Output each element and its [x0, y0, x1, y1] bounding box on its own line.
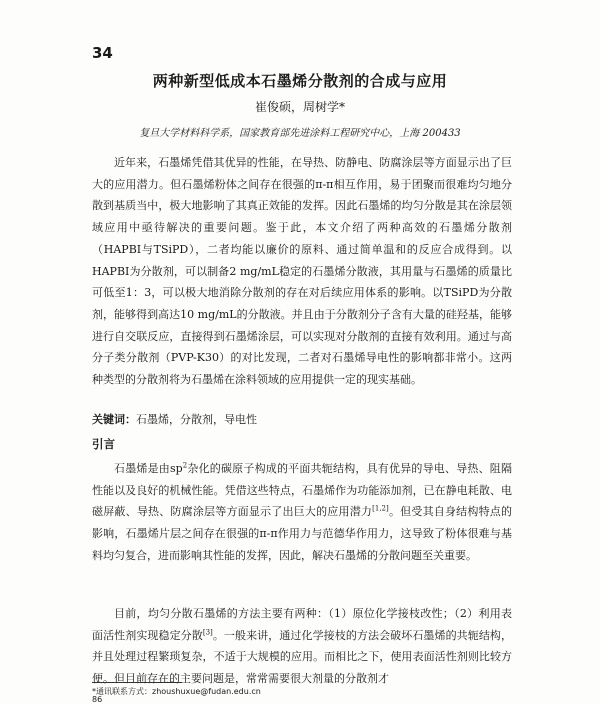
keywords-label: 关键词：: [92, 413, 136, 426]
keywords-text: 石墨烯，分散剂，导电性: [136, 413, 257, 426]
intro-paragraph-2: [92, 603, 512, 690]
page-number-top: 34: [92, 44, 113, 62]
authors: 崔俊硕，周树学*: [254, 100, 345, 114]
paper-title: 两种新型低成本石墨烯分散剂的合成与应用: [152, 72, 448, 90]
section-heading-intro: 引言: [92, 437, 115, 451]
keywords: [92, 412, 512, 428]
intro-p2-before: 目前，均匀分散石墨烯的方法主要有两种：（1）原位化学接枝改性；（2）利用表面活性剂实现稳定分散: [92, 607, 512, 642]
intro-p2-after: 。一般来讲，通过化学接枝的方法会破坏石墨烯的共轭结构，并且处理过程繁琐复杂，不适于大规模的应用。而相比之下，使用表面活性剂则比较方便。但目前存在的主要问题是，常常需要很大剂量的分散剂才: [92, 628, 513, 686]
intro-p1-superscript: 2: [182, 461, 188, 470]
citation-1-2: [1,2]: [372, 504, 389, 513]
intro-p1-middle: 杂化的碳原子构成的平面共轭结构，具有优异的导电、导热、阻隔性能以及良好的机械性能。凭借这些特点，石墨烯作为功能添加剂，已在静电耗散、电磁屏蔽、导热、防腐涂层等方面显示了出巨大的应用潜力: [92, 462, 513, 519]
footnote-rule: [92, 682, 182, 683]
page-number-bottom: 86: [92, 695, 103, 704]
intro-p1-before: 石墨烯是由sp: [114, 462, 183, 475]
abstract: 近年来，石墨烯凭借其优异的性能，在导热、防静电、防腐涂层等方面显示出了巨大的应用潜力。但石墨烯粉体之间存在很强的π-π相互作用，易于团聚而很难均匀地分散到基质当中，极大地影响了其真正效能的发挥。因此石墨烯的均匀分散是其在涂层领域应用中亟待解决的重要问题。鉴于此，本文介绍了两种高效的石墨烯分散剂（HAPBI与TSiPD），二者均能以廉价的原料、通过简单温和的反应合成得到。以HAPBI为分散剂，可以制备2 mg/mL稳定的石墨烯分散液，其用量与石墨烯的质量比可低至1：3，可以极大地消除分散剂的存在对后续应用体系的影响。以TSiPD为分散剂，能够得到高达10 mg/mL的分散液。并且由于分散剂分子含有大量的硅羟基，能够进行自交联反应，直接得到石墨烯涂层，可以实现对分散剂的直接有效利用。通过与高分子类分散剂（PVP-K30）的对比发现，二者对石墨烯导电性的影响都非常小。这两种类型的分散剂将为石墨烯在涂料领域的应用提供一定的现实基础。: [92, 156, 512, 387]
affiliation: 复旦大学材料科学系，国家教育部先进涂料工程研究中心，上海 200433: [139, 128, 461, 139]
footnote-contact: *通讯联系方式：zhoushuxue@fudan.edu.cn: [92, 687, 261, 696]
intro-paragraph-1: [92, 458, 512, 567]
intro-p1-after: 。但受其自身结构特点的影响，石墨烯片层之间存在很强的π-π作用力与范德华作用力，这导致了粉体很难与基料均匀复合，进而影响其性能的发挥，因此，解决石墨烯的分散问题至关重要。: [92, 505, 513, 562]
citation-3: [3]: [202, 628, 213, 637]
